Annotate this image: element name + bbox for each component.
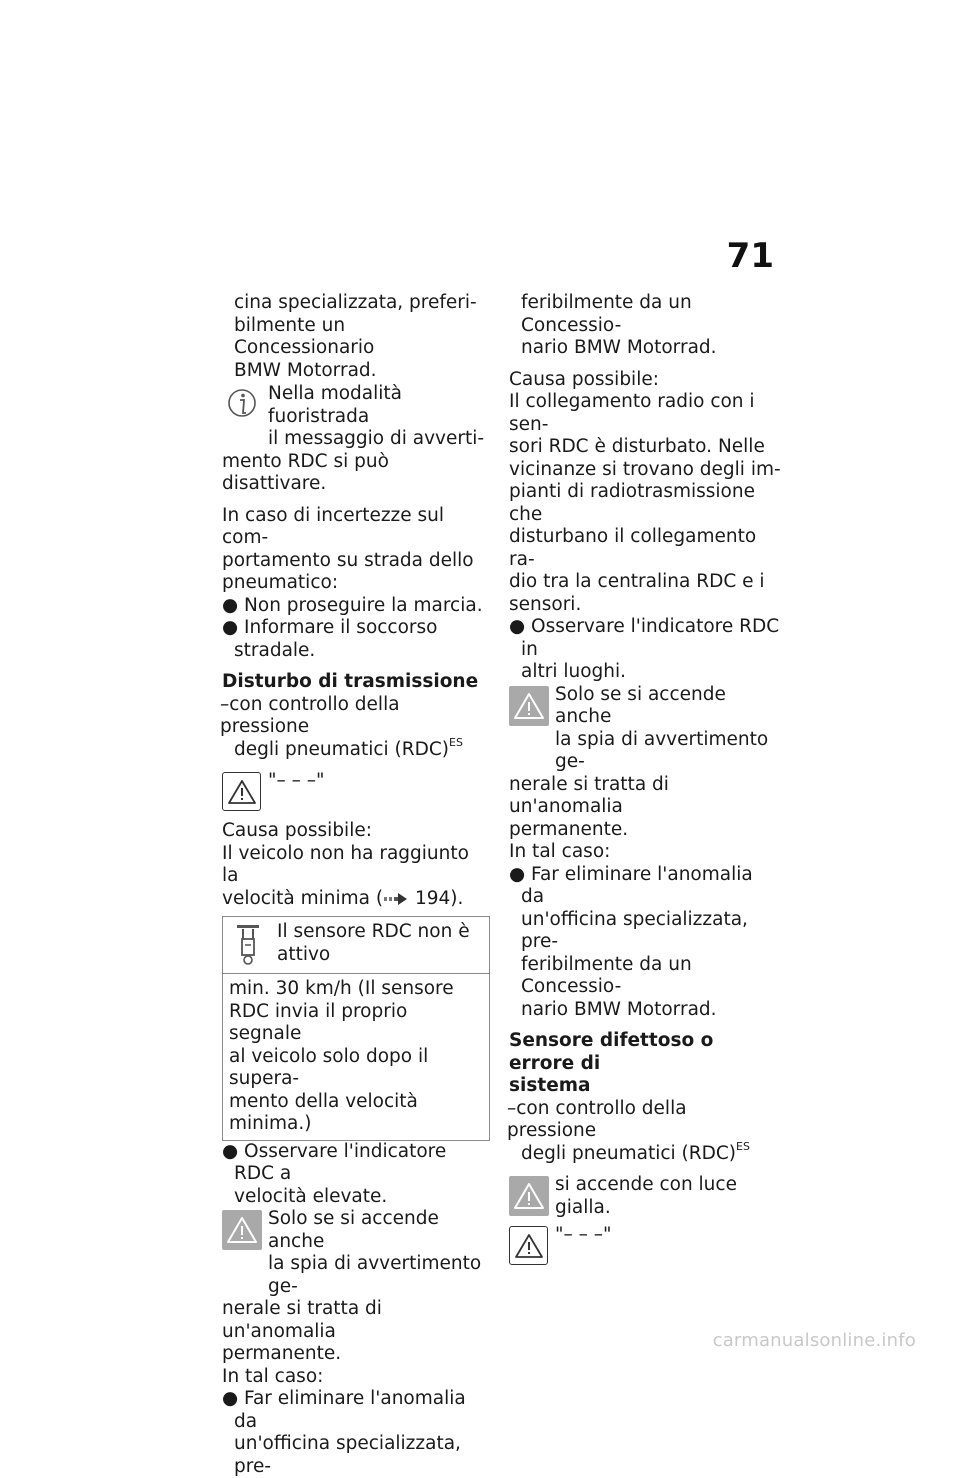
warning-triangle-outline-icon (222, 772, 261, 811)
yellow-warning-note: si accende con luce gialla. (509, 1174, 781, 1219)
uncertainty-text: In caso di incertezze sul com- portamento su strada dello pneumatico: (222, 504, 474, 593)
left-column: cina specializzata, preferi- bilmente un Concessionario BMW Motorrad. Nella modalità fuoristrada il messaggio di avverti- mento RDC si può disattivare. In caso di incertezze sul com- portamento su strada dello pneumatico: ● Non proseguire la marcia. ● Informare il soccorso stradale. Disturbo di trasmissione –con controllo della pressione degli pneumatici (RDC)$^{ES}$ "– – –" Causa possibile: Il veicolo non ha raggiunto la velocità minima ( 194). Il sensore RDC non è attivo min. 30 km/h (Il sensore RDC invia il proprio segnale al veicolo solo dopo il supera- mento della velocità minima.) ● Osservare l'indicatore RDC a velocità elevate. Solo se si accende anche la spia di avvertimento ge- nerale si tratta di un'anomalia permanente. In tal caso: ● Far eliminare l'anomalia da un'officina specializzata, pre- (222, 292, 490, 1478)
reference-arrow-icon (383, 890, 409, 913)
list-item: ● Osservare l'indicatore RDC in (509, 616, 780, 660)
list-item: ● Non proseguire la marcia. (222, 594, 483, 616)
warning-triangle-outline-icon (509, 1226, 548, 1265)
list-item: ● Far eliminare l'anomalia da (509, 863, 753, 907)
list-item: ● Far eliminare l'anomalia da (222, 1388, 466, 1432)
display-warning: "– – –" (222, 770, 490, 811)
right-column: feribilmente da un Concessio- nario BMW Motorrad. Causa possibile: Il collegamento radio con i sen- sori RDC è disturbato. Nelle vicinanze si trovano degli im- pianti di radiotrasmissione che disturbano il collegamento ra- dio tra la centralina RDC e i sensori. ● Osservare l'indicatore RDC in altri luoghi. Solo se si accende anche la spia di avvertimento ge- nerale si tratta di un'anomalia permanente. In tal caso: ● Far eliminare l'anomalia da un'officina specializzata, pre- feribilmente da un Concessio- nario BMW Motorrad. Sensore difettoso o errore di sistema –con controllo della pressione degli pneumatici (RDC)$^{ES}$ si accende con luce gialla. "– – –" (509, 292, 781, 1265)
dash-line: –con controllo della pressione (220, 693, 400, 737)
tire-sensor-icon (233, 923, 269, 967)
page-number: 71 (726, 236, 774, 276)
display-warning: "– – –" (509, 1224, 781, 1265)
table-row: min. 30 km/h (Il sensore RDC invia il proprio segnale al veicolo solo dopo il supera- mento della velocità minima.) (229, 978, 454, 1134)
dash-line-cont: degli pneumatici (RDC)$^{ES}$ (234, 735, 463, 760)
warning-triangle-icon (222, 1210, 262, 1250)
cause-label: Causa possibile: (509, 368, 659, 390)
page-reference[interactable]: 194). (414, 887, 464, 909)
section-heading: sistema (509, 1075, 591, 1096)
section-heading: Sensore difettoso o errore di (509, 1030, 714, 1074)
info-icon (222, 385, 262, 425)
warning-triangle-icon (509, 686, 549, 726)
table-row: Il sensore RDC non è attivo (223, 917, 489, 974)
cause-label: Causa possibile: (222, 820, 372, 841)
general-warning-note: Solo se si accende anche la spia di avvertimento ge- nerale si tratta di un'anomalia permanente. (222, 1208, 482, 1364)
warning-triangle-icon (509, 1176, 549, 1216)
dash-line: –con controllo della pressione (507, 1097, 687, 1141)
list-item: ● Osservare l'indicatore RDC a (222, 1140, 447, 1184)
dash-line-cont: degli pneumatici (RDC)$^{ES}$ (521, 1139, 750, 1164)
footer-watermark: carmanualsonline.info (712, 1329, 916, 1351)
info-table (222, 916, 490, 1141)
general-warning-note: Solo se si accende anche la spia di avvertimento ge- nerale si tratta di un'anomalia permanente. (509, 683, 769, 840)
info-note: Nella modalità fuoristrada il messaggio di avverti- mento RDC si può disattivare. (222, 383, 485, 494)
list-item: ● Informare il soccorso stradale. (222, 617, 438, 661)
section-heading: Disturbo di trasmissione (222, 671, 479, 692)
intro-text: cina specializzata, preferi- bilmente un Concessionario BMW Motorrad. (234, 292, 477, 381)
